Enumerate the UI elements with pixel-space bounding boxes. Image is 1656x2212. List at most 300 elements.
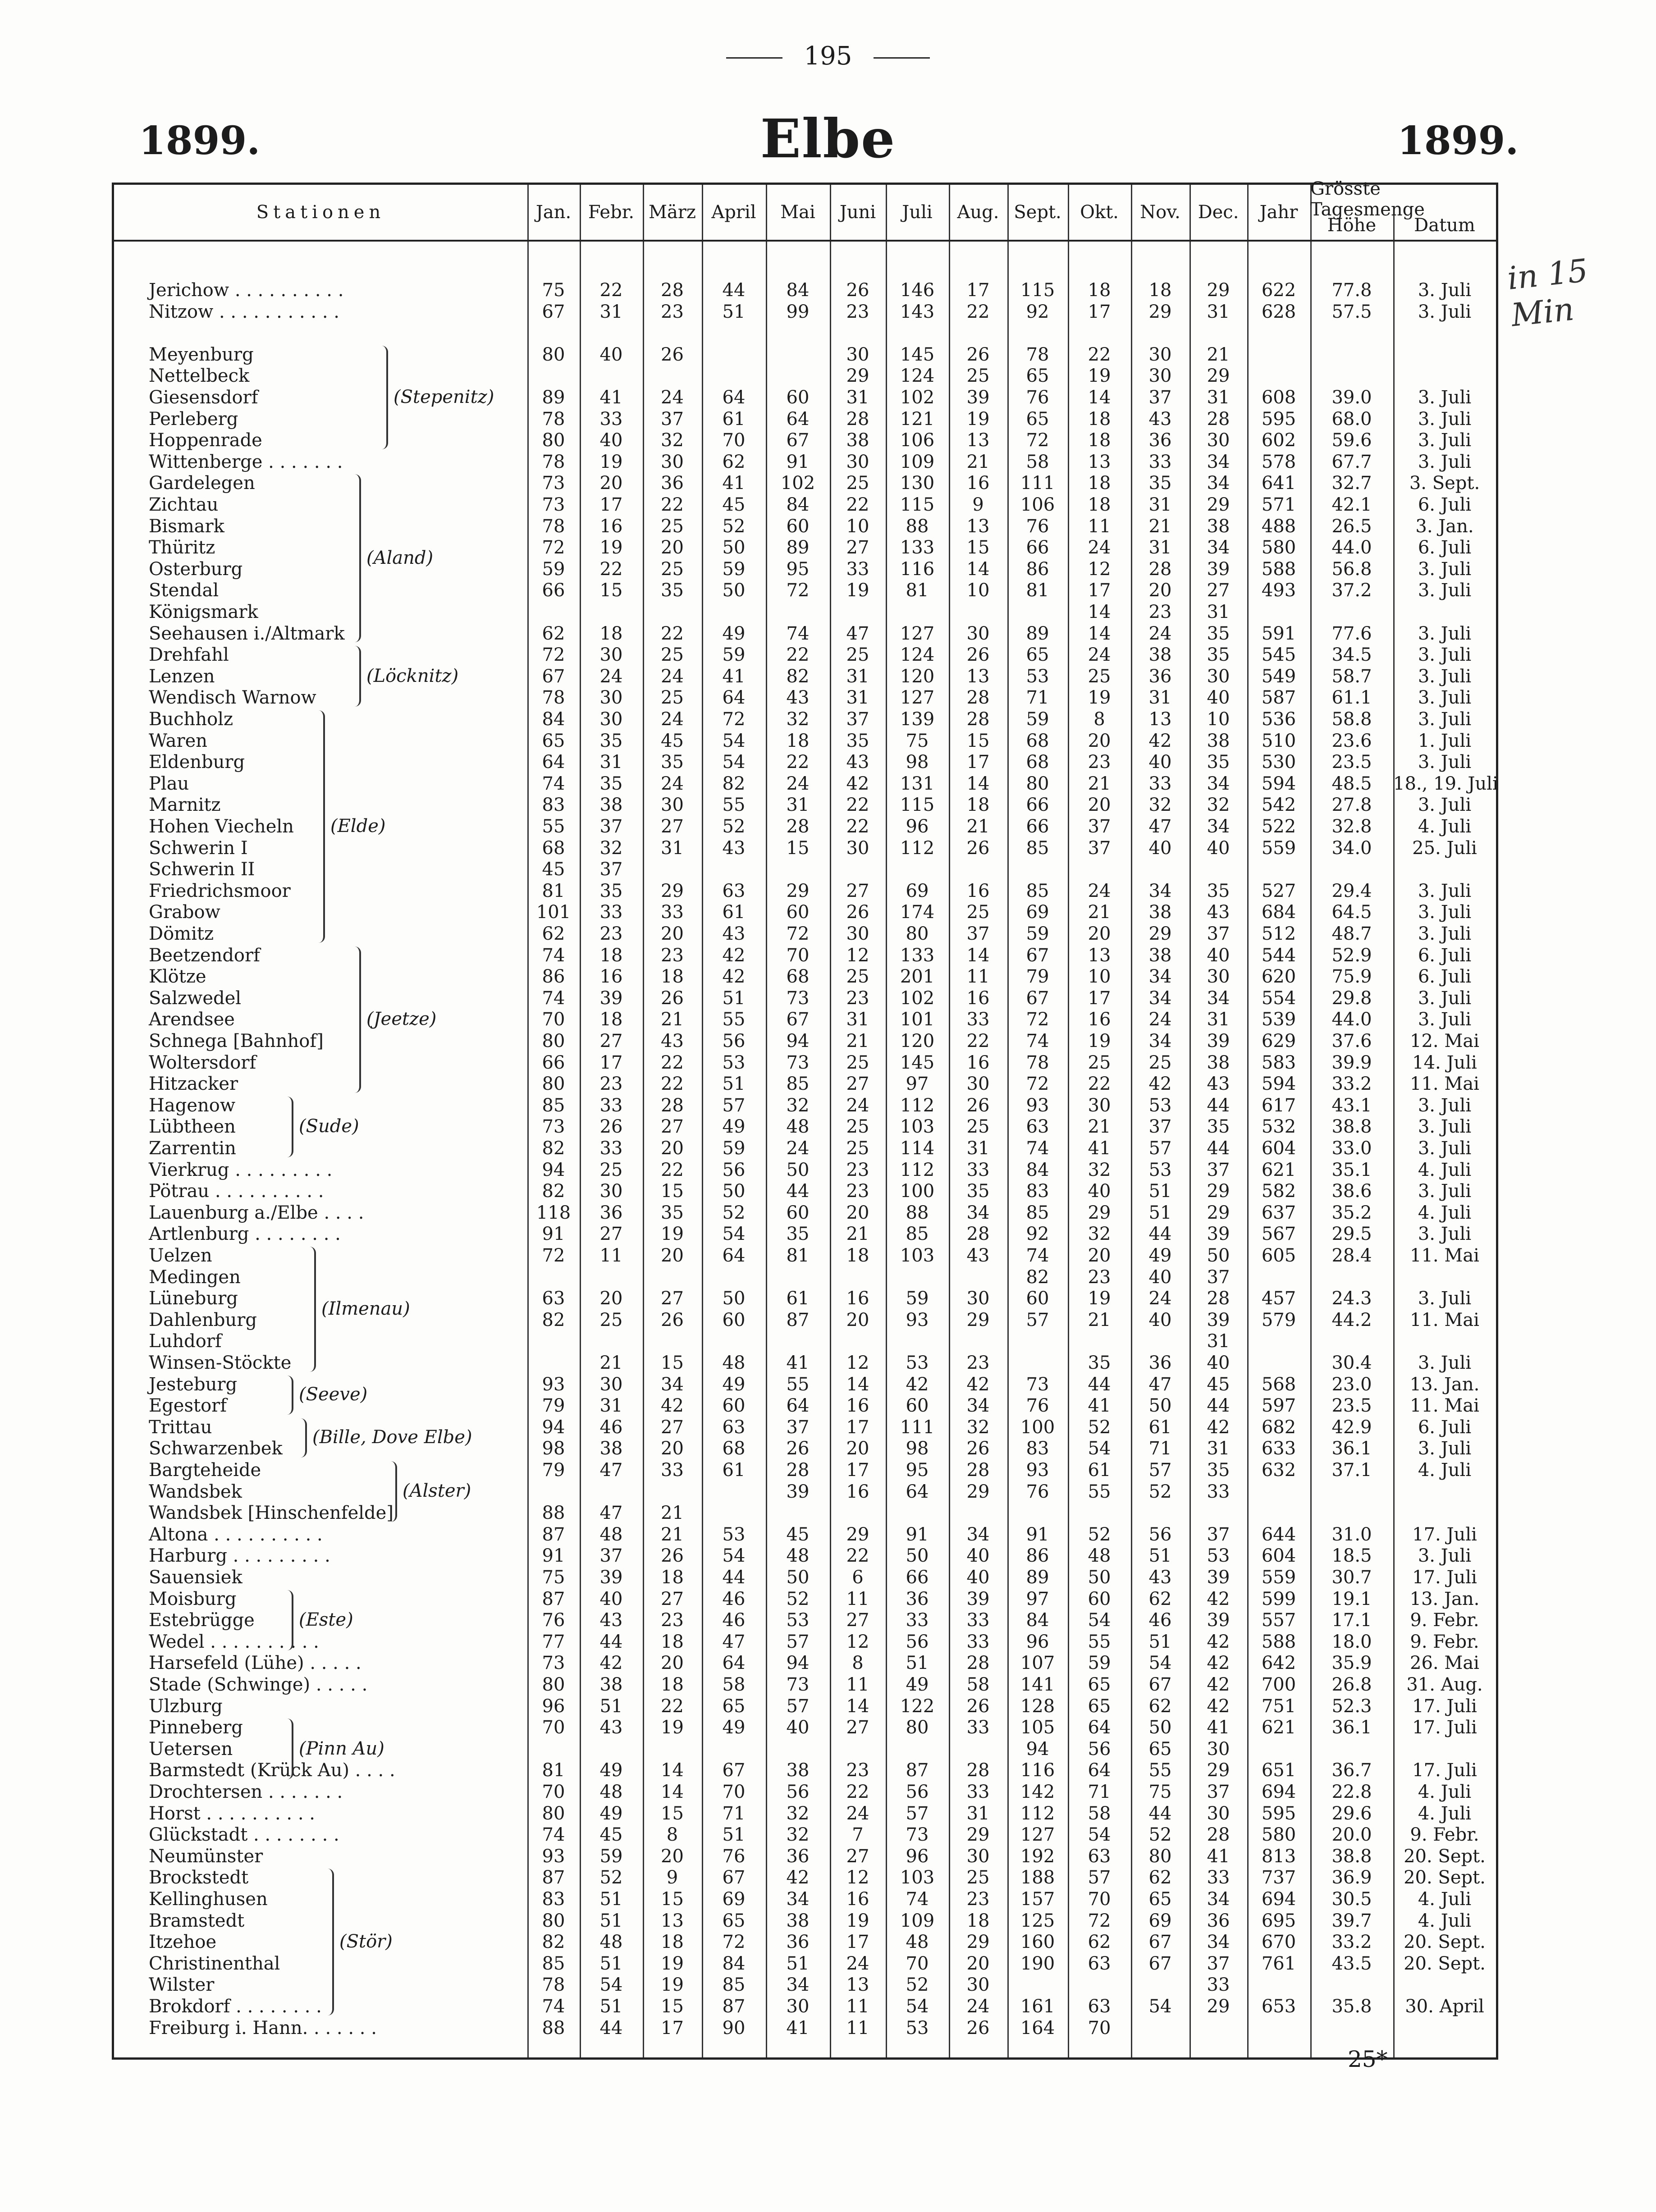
station-name: Friedrichsmoor [149, 880, 291, 901]
month-value-cell: 68 [542, 837, 565, 859]
month-value-cell: 37 [1207, 1782, 1230, 1802]
month-value-cell: 29 [786, 880, 810, 901]
month-value-cell: 40 [1088, 1181, 1111, 1202]
header-month: Okt. [1080, 202, 1119, 223]
month-value-cell: 8 [1093, 709, 1105, 730]
month-value-cell: 31 [786, 795, 810, 816]
month-value-cell: 34 [786, 1889, 810, 1910]
annual-total-cell: 580 [1261, 537, 1296, 558]
month-value-cell: 56 [722, 1159, 746, 1180]
max-date-cell: 3. Juli [1418, 923, 1472, 944]
month-value-cell: 97 [1026, 1588, 1049, 1609]
month-value-cell: 33 [966, 1631, 990, 1652]
month-value-cell: 55 [1088, 1481, 1111, 1502]
station-name: Jesteburg [149, 1374, 238, 1395]
month-value-cell: 30 [1148, 366, 1172, 387]
max-date-cell: 3. Juli [1418, 1009, 1472, 1030]
max-date-cell: 11. Mai [1410, 1309, 1479, 1330]
max-height-cell: 35.9 [1331, 1653, 1372, 1674]
month-value-cell: 35 [599, 730, 623, 751]
month-value-cell: 28 [1207, 1824, 1230, 1846]
month-value-cell [1068, 1502, 1131, 1524]
month-value-cell: 66 [1026, 816, 1049, 837]
month-value-cell: 29 [1088, 1202, 1111, 1223]
header-month: Juli [902, 202, 933, 223]
max-height-cell: 44.0 [1331, 1009, 1372, 1030]
max-date-cell: 17. Juli [1412, 1696, 1477, 1717]
station-name: Horst . . . . . . . . . . [149, 1803, 315, 1824]
month-value-cell: 130 [900, 473, 935, 494]
month-value-cell: 94 [542, 1417, 565, 1438]
month-value-cell: 107 [1020, 1653, 1055, 1674]
header-month: April [711, 202, 756, 223]
month-value-cell: 22 [846, 816, 869, 837]
month-value-cell: 20 [846, 1202, 869, 1223]
month-value-cell: 78 [1026, 1052, 1049, 1073]
month-value-cell: 120 [900, 1031, 935, 1051]
annual-total-cell: 700 [1261, 1674, 1296, 1695]
month-value-cell: 94 [786, 1653, 810, 1674]
month-value-cell [830, 1738, 886, 1760]
month-value-cell [830, 1330, 886, 1352]
month-value-cell: 12 [846, 1631, 869, 1652]
month-value-cell: 35 [1207, 644, 1230, 666]
month-value-cell [1007, 601, 1068, 623]
month-value-cell: 61 [1088, 1460, 1111, 1481]
station-name: Drochtersen . . . . . . . [149, 1782, 343, 1802]
month-value-cell: 46 [722, 1610, 746, 1631]
month-value-cell: 42 [1207, 1674, 1230, 1695]
month-value-cell: 47 [1148, 1374, 1172, 1395]
month-value-cell: 23 [661, 1610, 684, 1631]
station-name: Winsen-Stöckte [149, 1353, 292, 1373]
max-height-cell: 31.0 [1331, 1524, 1372, 1545]
month-value-cell: 65 [1088, 1674, 1111, 1695]
month-value-cell: 34 [1207, 1889, 1230, 1910]
month-value-cell [580, 1738, 643, 1760]
month-value-cell: 26 [966, 837, 990, 859]
annual-total-cell: 536 [1261, 709, 1296, 730]
month-value-cell: 28 [1207, 1288, 1230, 1309]
month-value-cell: 24 [846, 1095, 869, 1116]
month-value-cell: 78 [1026, 344, 1049, 365]
month-value-cell [643, 1481, 702, 1503]
month-value-cell: 15 [661, 1996, 684, 2017]
month-value-cell: 80 [542, 430, 565, 451]
month-value-cell: 31 [1207, 1009, 1230, 1030]
month-value-cell: 32 [786, 1824, 810, 1846]
month-value-cell: 57 [1148, 1138, 1172, 1159]
station-name: Stade (Schwinge) . . . . . [149, 1674, 368, 1695]
month-value-cell: 73 [906, 1824, 929, 1846]
month-value-cell: 22 [661, 1074, 684, 1095]
max-height-cell [1310, 601, 1393, 623]
month-value-cell: 80 [906, 923, 929, 944]
month-value-cell: 87 [542, 1867, 565, 1888]
month-value-cell: 83 [1026, 1181, 1049, 1202]
month-value-cell: 109 [900, 451, 935, 472]
month-value-cell: 36 [1148, 1353, 1172, 1373]
month-value-cell: 49 [722, 623, 746, 644]
month-value-cell: 48 [786, 1116, 810, 1138]
month-value-cell [1189, 859, 1247, 880]
month-value-cell: 146 [900, 280, 935, 301]
month-value-cell: 60 [1026, 1288, 1049, 1309]
month-value-cell: 89 [1026, 1567, 1049, 1588]
month-value-cell: 21 [966, 816, 990, 837]
month-value-cell: 35 [966, 1181, 990, 1202]
month-value-cell: 40 [1148, 837, 1172, 859]
month-value-cell: 37 [1207, 1953, 1230, 1974]
month-value-cell: 73 [786, 1674, 810, 1695]
month-value-cell: 37 [1088, 837, 1111, 859]
river-label: (Sude) [299, 1116, 359, 1137]
month-value-cell: 37 [1088, 816, 1111, 837]
month-value-cell: 66 [1026, 795, 1049, 816]
month-value-cell: 20 [966, 1953, 990, 1974]
month-value-cell: 67 [542, 301, 565, 322]
month-value-cell: 34 [966, 1395, 990, 1417]
annual-total-cell [1247, 2017, 1310, 2039]
month-value-cell: 54 [1148, 1653, 1172, 1674]
month-value-cell [886, 601, 949, 623]
month-value-cell: 23 [1088, 752, 1111, 773]
month-value-cell: 17 [846, 1417, 869, 1438]
month-value-cell: 42 [661, 1395, 684, 1417]
month-value-cell: 20 [661, 1846, 684, 1867]
month-value-cell: 53 [786, 1610, 810, 1631]
month-value-cell: 64 [722, 387, 746, 408]
month-value-cell: 51 [786, 1953, 810, 1974]
month-value-cell: 26 [846, 280, 869, 301]
max-height-cell: 37.2 [1331, 580, 1372, 601]
month-value-cell: 53 [722, 1524, 746, 1545]
month-value-cell: 61 [786, 1288, 810, 1309]
month-value-cell: 25 [966, 1867, 990, 1888]
month-value-cell [702, 365, 766, 387]
month-value-cell: 106 [900, 430, 935, 451]
annual-total-cell: 587 [1261, 687, 1296, 708]
month-value-cell: 11 [846, 1588, 869, 1609]
month-value-cell: 28 [966, 687, 990, 708]
month-value-cell [1007, 322, 1068, 344]
annual-total-cell: 595 [1261, 408, 1296, 430]
month-value-cell: 11 [1088, 516, 1111, 537]
month-value-cell: 48 [599, 1524, 623, 1545]
max-date-cell: 11. Mai [1410, 1245, 1479, 1266]
month-value-cell: 86 [1026, 1545, 1049, 1567]
month-value-cell: 80 [1148, 1846, 1172, 1867]
month-value-cell: 52 [906, 1974, 929, 1996]
month-value-cell: 87 [542, 1588, 565, 1609]
station-name: Beetzendorf [149, 945, 260, 966]
month-value-cell: 42 [966, 1374, 990, 1395]
month-value-cell: 14 [966, 945, 990, 966]
month-value-cell: 93 [542, 1374, 565, 1395]
month-value-cell: 70 [542, 1717, 565, 1738]
month-value-cell: 79 [542, 1460, 565, 1481]
month-value-cell: 66 [906, 1567, 929, 1588]
month-value-cell: 28 [661, 280, 684, 301]
group-brace [317, 710, 325, 943]
max-date-cell: 3. Juli [1418, 558, 1472, 580]
max-height-cell: 36.1 [1331, 1717, 1372, 1738]
max-date-cell: 4. Juli [1418, 1159, 1472, 1180]
month-value-cell: 44 [1207, 1138, 1230, 1159]
month-value-cell [1007, 1502, 1068, 1524]
month-value-cell: 52 [1088, 1524, 1111, 1545]
month-value-cell: 87 [722, 1996, 746, 2017]
station-name: Eldenburg [149, 752, 245, 773]
month-value-cell [949, 601, 1007, 623]
annual-total-cell: 628 [1261, 301, 1296, 322]
month-value-cell: 72 [786, 580, 810, 601]
month-value-cell: 32 [599, 837, 623, 859]
month-value-cell: 33 [1148, 773, 1172, 794]
month-value-cell: 17 [966, 280, 990, 301]
month-value-cell: 41 [1207, 1846, 1230, 1867]
month-value-cell: 42 [1207, 1653, 1230, 1674]
month-value-cell: 53 [1026, 666, 1049, 687]
month-value-cell: 44 [1207, 1095, 1230, 1116]
month-value-cell: 20 [661, 1438, 684, 1459]
annual-total-cell: 637 [1261, 1202, 1296, 1223]
month-value-cell: 27 [846, 1717, 869, 1738]
month-value-cell: 47 [599, 1460, 623, 1481]
month-value-cell: 59 [542, 558, 565, 580]
month-value-cell: 60 [786, 516, 810, 537]
month-value-cell: 16 [846, 1889, 869, 1910]
month-value-cell [1131, 1502, 1189, 1524]
max-height-cell: 64.5 [1331, 902, 1372, 923]
max-date-cell [1393, 2017, 1496, 2039]
month-value-cell: 38 [1148, 902, 1172, 923]
max-date-cell: 3. Juli [1418, 1181, 1472, 1202]
month-value-cell: 63 [722, 1417, 746, 1438]
month-value-cell: 31 [1207, 387, 1230, 408]
month-value-cell: 70 [1088, 2017, 1111, 2038]
month-value-cell: 64 [542, 752, 565, 773]
month-value-cell: 10 [1207, 709, 1230, 730]
month-value-cell: 18 [1088, 430, 1111, 451]
month-value-cell: 72 [542, 644, 565, 666]
month-value-cell: 29 [846, 366, 869, 387]
month-value-cell: 65 [1148, 1889, 1172, 1910]
station-name: Lübtheen [149, 1116, 236, 1138]
month-value-cell: 40 [966, 1545, 990, 1567]
month-value-cell: 84 [1026, 1610, 1049, 1631]
month-value-cell: 19 [661, 1953, 684, 1974]
month-value-cell: 64 [786, 1395, 810, 1417]
month-value-cell [643, 601, 702, 623]
max-height-cell: 35.8 [1331, 1996, 1372, 2017]
month-value-cell: 11 [966, 966, 990, 987]
river-label: (Bille, Dove Elbe) [312, 1427, 472, 1448]
station-name: Estebrügge [149, 1610, 255, 1631]
month-value-cell: 19 [1088, 366, 1111, 387]
month-value-cell: 51 [1148, 1631, 1172, 1652]
max-height-cell [1310, 1974, 1393, 1996]
month-value-cell: 45 [722, 494, 746, 515]
month-value-cell: 43 [1207, 1074, 1230, 1095]
month-value-cell: 42 [1148, 1074, 1172, 1095]
month-value-cell: 34 [1207, 773, 1230, 794]
month-value-cell: 46 [722, 1588, 746, 1609]
month-value-cell: 27 [661, 1288, 684, 1309]
max-height-cell: 26.5 [1331, 516, 1372, 537]
month-value-cell: 46 [1148, 1610, 1172, 1631]
group-brace [285, 1097, 293, 1157]
month-value-cell [527, 1266, 580, 1288]
max-height-cell [1310, 1738, 1393, 1760]
month-value-cell: 63 [1088, 1846, 1111, 1867]
month-value-cell: 61 [1148, 1417, 1172, 1438]
month-value-cell: 40 [1148, 752, 1172, 773]
month-value-cell: 85 [542, 1953, 565, 1974]
month-value-cell [702, 1502, 766, 1524]
month-value-cell: 31 [846, 1009, 869, 1030]
month-value-cell: 94 [542, 1159, 565, 1180]
month-value-cell: 46 [599, 1417, 623, 1438]
month-value-cell: 37 [1207, 1524, 1230, 1545]
month-value-cell: 37 [599, 816, 623, 837]
month-value-cell: 72 [1026, 430, 1049, 451]
max-date-cell: 31. Aug. [1406, 1674, 1483, 1695]
month-value-cell: 50 [722, 580, 746, 601]
month-value-cell: 34 [1148, 987, 1172, 1009]
month-value-cell: 157 [1020, 1889, 1055, 1910]
station-name: Königsmark [149, 602, 258, 622]
month-value-cell: 85 [1026, 1202, 1049, 1223]
month-value-cell: 38 [1148, 945, 1172, 966]
header-month: Jahr [1259, 202, 1298, 223]
month-value-cell: 23 [599, 1074, 623, 1095]
month-value-cell [527, 1481, 580, 1503]
max-height-cell [1310, 1266, 1393, 1288]
month-value-cell: 18 [1148, 280, 1172, 301]
annual-total-cell: 751 [1261, 1696, 1296, 1717]
month-value-cell: 62 [542, 923, 565, 944]
month-value-cell: 45 [661, 730, 684, 751]
month-value-cell: 44 [1148, 1224, 1172, 1245]
handwritten-note: in 15 Min [1505, 251, 1590, 334]
month-value-cell: 55 [786, 1374, 810, 1395]
month-value-cell [580, 1266, 643, 1288]
station-name: Nitzow . . . . . . . . . . . [149, 301, 339, 322]
annual-total-cell: 580 [1261, 1824, 1296, 1846]
month-value-cell: 72 [1026, 1009, 1049, 1030]
month-value-cell: 86 [542, 966, 565, 987]
month-value-cell: 8 [666, 1824, 678, 1846]
month-value-cell [766, 344, 830, 366]
month-value-cell: 44 [1088, 1374, 1111, 1395]
month-value-cell: 32 [1088, 1159, 1111, 1180]
month-value-cell: 101 [900, 1009, 935, 1030]
month-value-cell: 28 [966, 1760, 990, 1781]
month-value-cell: 12 [846, 1867, 869, 1888]
group-brace [285, 1590, 293, 1651]
month-value-cell: 38 [786, 1910, 810, 1931]
station-name: Wandsbek [149, 1481, 242, 1502]
month-value-cell: 72 [542, 1245, 565, 1266]
month-value-cell: 9 [666, 1867, 678, 1888]
month-value-cell [1007, 1352, 1068, 1374]
month-value-cell: 11 [599, 1245, 623, 1266]
max-height-cell: 26.8 [1331, 1674, 1372, 1695]
month-value-cell: 40 [786, 1717, 810, 1738]
month-value-cell: 70 [722, 1782, 746, 1802]
month-value-cell: 21 [599, 1353, 623, 1373]
month-value-cell: 43 [1148, 408, 1172, 430]
month-value-cell [702, 1481, 766, 1503]
month-value-cell: 28 [966, 1460, 990, 1481]
annual-total-cell: 595 [1261, 1803, 1296, 1824]
month-value-cell: 30 [846, 837, 869, 859]
month-value-cell: 33 [1207, 1974, 1230, 1996]
month-value-cell: 23 [661, 301, 684, 322]
month-value-cell: 29 [661, 880, 684, 901]
month-value-cell: 54 [722, 730, 746, 751]
month-value-cell: 25 [1148, 1052, 1172, 1073]
month-value-cell: 20 [1088, 730, 1111, 751]
month-value-cell: 51 [1148, 1202, 1172, 1223]
header-divider [114, 240, 1496, 242]
month-value-cell: 39 [966, 1588, 990, 1609]
month-value-cell: 37 [846, 709, 869, 730]
month-value-cell: 54 [1088, 1438, 1111, 1459]
month-value-cell: 14 [661, 1760, 684, 1781]
month-value-cell: 23 [846, 1760, 869, 1781]
month-value-cell: 51 [1148, 1545, 1172, 1567]
month-value-cell: 57 [786, 1696, 810, 1717]
month-value-cell: 87 [786, 1309, 810, 1330]
month-value-cell: 89 [1026, 623, 1049, 644]
month-value-cell: 40 [1207, 687, 1230, 708]
month-value-cell [949, 1266, 1007, 1288]
signature-mark: 25* [1348, 2046, 1388, 2072]
month-value-cell: 80 [542, 1803, 565, 1824]
max-height-cell: 23.5 [1331, 752, 1372, 773]
month-value-cell: 53 [1148, 1159, 1172, 1180]
month-value-cell: 20 [599, 473, 623, 494]
header-stations: Stationen [256, 202, 385, 223]
month-value-cell: 22 [661, 494, 684, 515]
month-value-cell: 43 [599, 1610, 623, 1631]
month-value-cell: 20 [661, 1138, 684, 1159]
max-date-cell: 3. Juli [1418, 451, 1472, 472]
max-date-cell: 3. Jan. [1415, 516, 1474, 537]
month-value-cell: 10 [846, 516, 869, 537]
station-name: Luhdorf [149, 1331, 222, 1352]
month-value-cell: 40 [1148, 1266, 1172, 1288]
month-value-cell: 133 [900, 945, 935, 966]
month-value-cell: 25 [846, 1116, 869, 1138]
month-value-cell [766, 859, 830, 880]
month-value-cell: 67 [1148, 1674, 1172, 1695]
month-value-cell: 98 [906, 752, 929, 773]
month-value-cell: 64 [786, 408, 810, 430]
month-value-cell [886, 1266, 949, 1288]
river-label: (Pinn Au) [299, 1738, 384, 1759]
max-date-cell: 4. Juli [1418, 816, 1472, 837]
station-name: Schnega [Bahnhof] [149, 1031, 324, 1051]
month-value-cell: 33 [1207, 1481, 1230, 1502]
station-name: Marnitz [149, 795, 221, 816]
station-name: Medingen [149, 1266, 241, 1288]
month-value-cell: 16 [846, 1288, 869, 1309]
month-value-cell [1189, 2017, 1247, 2039]
month-value-cell: 61 [722, 1460, 746, 1481]
